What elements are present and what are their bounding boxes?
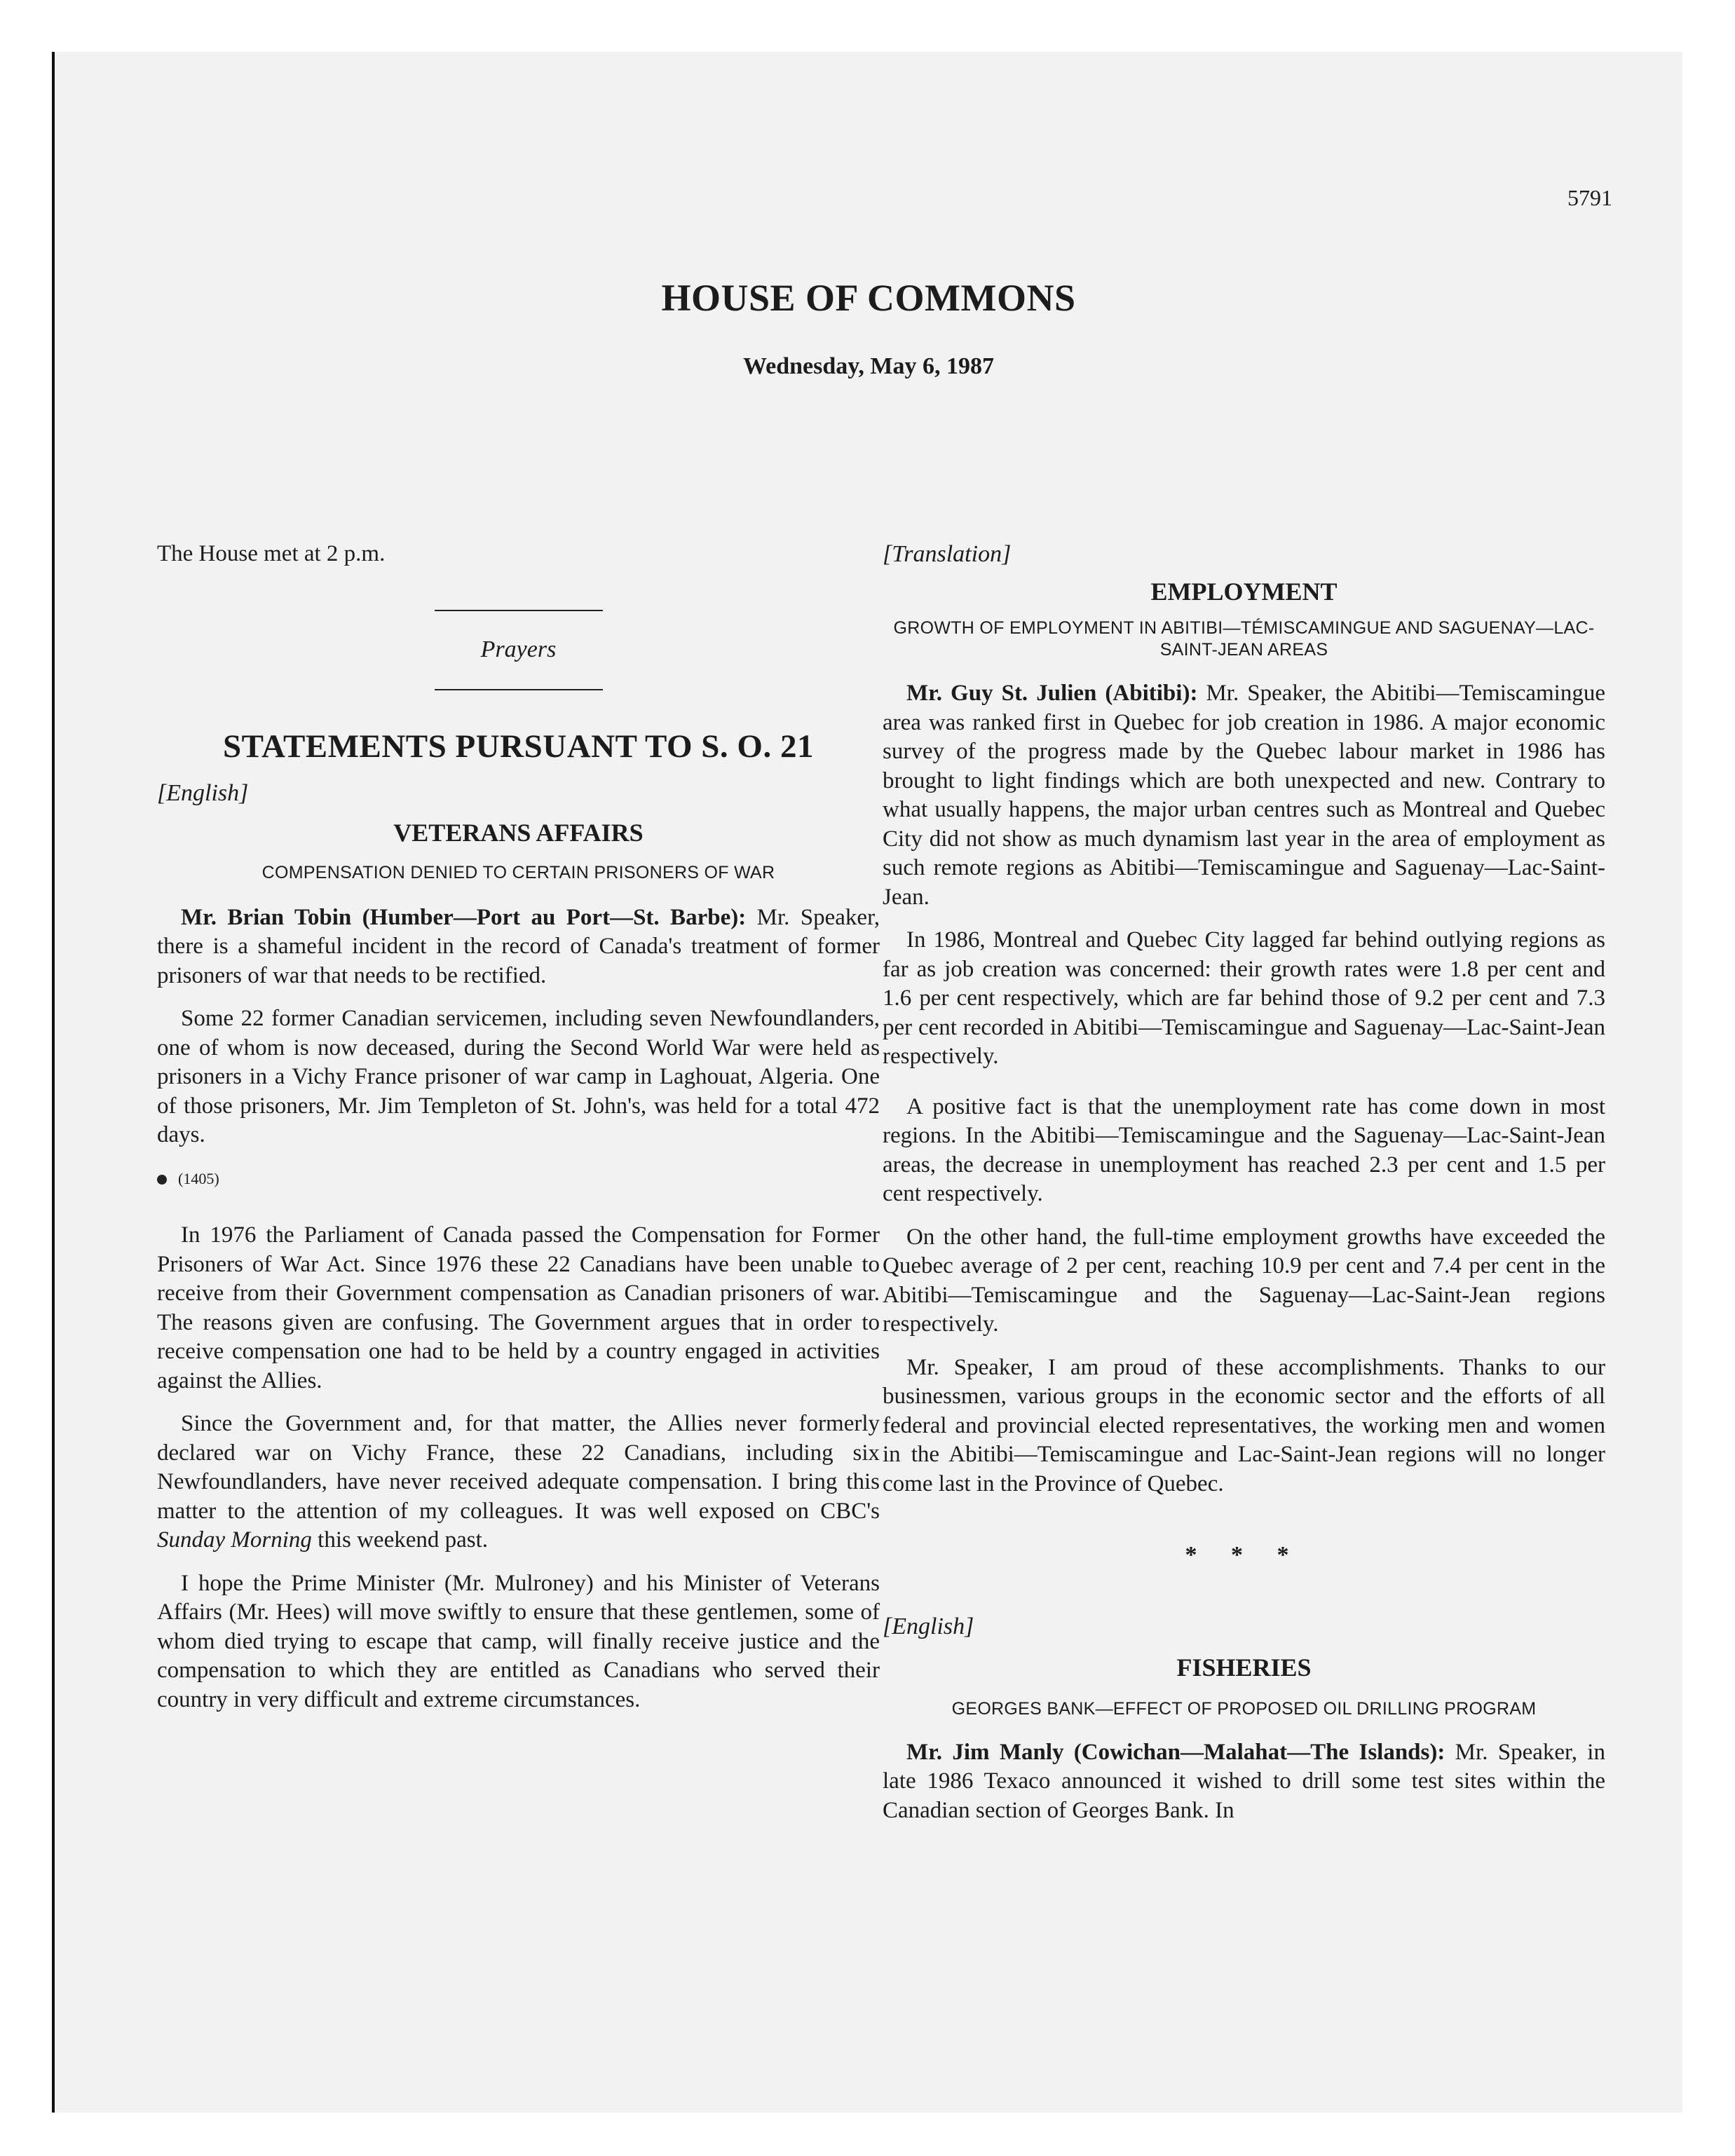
speaker-name: Mr. Brian Tobin (Humber—Port au Port—St. Barbe): xyxy=(181,904,747,930)
right-column xyxy=(883,514,1605,1839)
speaker-name: Mr. Jim Manly (Cowichan—Malahat—The Islands): xyxy=(906,1739,1445,1765)
masthead: HOUSE OF COMMONS xyxy=(661,277,1076,319)
divider-rule xyxy=(435,689,603,690)
prayers-label: Prayers xyxy=(480,636,557,662)
paragraph: Mr. Brian Tobin (Humber—Port au Port—St. Barbe): Mr. Speaker, there is a shameful incident in the record of Canada's treatment of former prisoners of war that needs to be rectified. xyxy=(157,904,880,988)
left-column xyxy=(157,514,880,1728)
paragraph: A positive fact is that the unemployment rate has come down in most regions. In the Abitibi—Temiscamingue and the Saguenay—Lac-Saint-Jean areas, the decrease in unemployment has reached 2.3 per cent and 1.5 per cent respectively. xyxy=(883,1093,1605,1206)
subject-heading: FISHERIES xyxy=(1176,1653,1312,1681)
paragraph: Mr. Speaker, I am proud of these accomplishments. Thanks to our businessmen, various groups in the economic sector and the efforts of all federal and provincial elected representatives, the working men and women in the Abitibi—Temiscamingue and Lac-Saint-Jean regions will no longer come last in the Province of Quebec. xyxy=(883,1354,1605,1496)
subject-heading: EMPLOYMENT xyxy=(1150,577,1338,606)
paragraph: In 1976 the Parliament of Canada passed the Compensation for Former Prisoners of War Act. Since 1976 these 22 Canadians have been unable to receive from their Government compensation as Canadian prisoners of war. The reasons given are confusing. The Government argues that in order to receive compensation one had to be held by a country engaged in activities against the Allies. xyxy=(157,1222,880,1393)
subsubject-heading: COMPENSATION DENIED TO CERTAIN PRISONERS OF WAR xyxy=(261,862,775,882)
paragraph: Mr. Guy St. Julien (Abitibi): Mr. Speaker, the Abitibi—Temiscamingue area was ranked first in Quebec for job creation in 1986. A major economic survey of the progress made by the Quebec labour market in 1986 has brought to light findings which are both unexpected and new. Contrary to what usually happens, the major urban centres such as Montreal and Quebec City did not show as much dynamism last year in the area of employment as such remote regions as Abitibi—Temiscamingue and Saguenay—Lac-Saint-Jean. xyxy=(883,681,1605,910)
subject-heading: VETERANS AFFAIRS xyxy=(393,819,644,847)
language-tag: [Translation] xyxy=(883,541,1012,567)
document-page xyxy=(52,52,1682,2113)
page-number: 5791 xyxy=(1567,185,1612,210)
bullet-icon xyxy=(157,1175,167,1185)
paragraph: Since the Government and, for that matter, the Allies never formerly declared war on Vichy France, these 22 Canadians, including six Newfoundlanders, have never received adequate compensation. I bring this matter to the attention of my colleagues. It was well exposed on CBC's Sunday Morning this weekend past. xyxy=(157,1411,880,1553)
language-tag: [English] xyxy=(157,779,249,806)
timestamp: (1405) xyxy=(157,1164,880,1194)
subsubject-heading: GROWTH OF EMPLOYMENT IN ABITIBI—TÉMISCAMINGUE AND SAGUENAY—LAC-SAINT-JEAN AREAS xyxy=(893,618,1595,660)
divider-rule xyxy=(435,610,603,611)
paragraph: I hope the Prime Minister (Mr. Mulroney) and his Minister of Veterans Affairs (Mr. Hees) will move swiftly to ensure that these gentlemen, some of whom died trying to escape that camp, will finally receive justice and the compensation to which they are entitled as Canadians who served their country in very difficult and extreme circumstances. xyxy=(157,1570,880,1712)
section-separator: * * * xyxy=(1185,1542,1303,1568)
paragraph: Some 22 former Canadian servicemen, including seven Newfoundlanders, one of whom is now deceased, during the Second World War were held as prisoners in a Vichy France prisoner of war camp in Laghouat, Algeria. One of those prisoners, Mr. Jim Templeton of St. John's, was held for a total 472 days. xyxy=(157,1006,880,1147)
sitting-date: Wednesday, May 6, 1987 xyxy=(743,353,994,379)
section-heading: STATEMENTS PURSUANT TO S. O. 21 xyxy=(222,728,814,765)
paragraph: Mr. Jim Manly (Cowichan—Malahat—The Islands): Mr. Speaker, in late 1986 Texaco announced it wished to drill some test sites within the Canadian section of Georges Bank. In xyxy=(883,1739,1605,1823)
paragraph: In 1986, Montreal and Quebec City lagged far behind outlying regions as far as job creation was concerned: their growth rates were 1.8 per cent and 1.6 per cent respectively, which are far behind those of 9.2 per cent and 7.3 per cent recorded in Abitibi—Temiscamingue and Saguenay—Lac-Saint-Jean respectively. xyxy=(883,927,1605,1069)
speaker-name: Mr. Guy St. Julien (Abitibi): xyxy=(906,681,1198,706)
language-tag: [English] xyxy=(883,1613,974,1639)
house-met-line: The House met at 2 p.m. xyxy=(157,541,386,566)
subsubject-heading: GEORGES BANK—EFFECT OF PROPOSED OIL DRILLING PROGRAM xyxy=(951,1698,1537,1719)
paragraph: On the other hand, the full-time employment growths have exceeded the Quebec average of 2 per cent, reaching 10.9 per cent and 7.4 per cent in the Abitibi—Temiscamingue and the Saguenay—Lac-Saint-Jean regions respectively. xyxy=(883,1224,1605,1337)
